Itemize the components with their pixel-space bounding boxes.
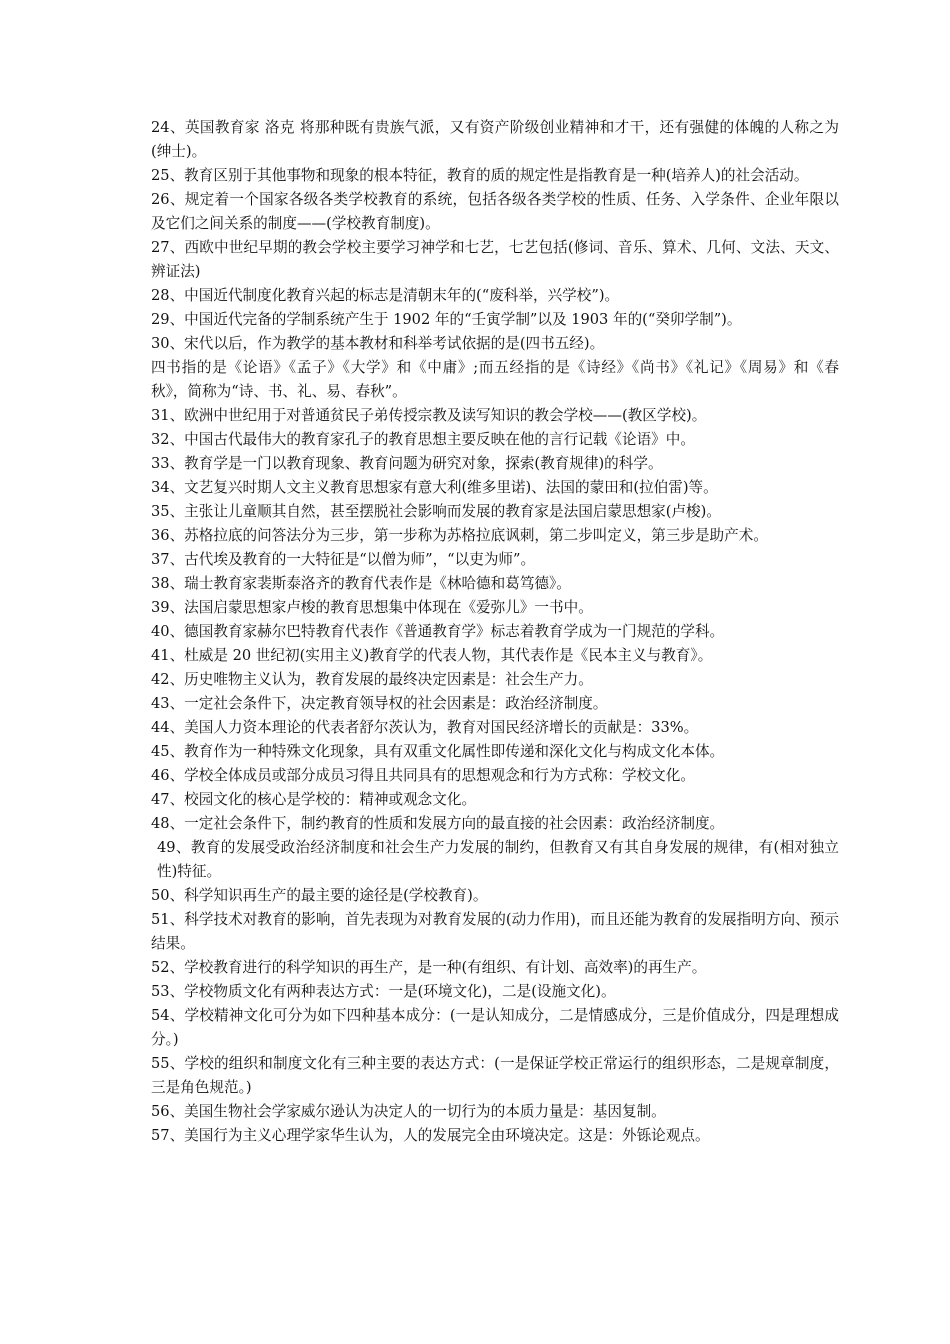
paragraph-34: 34、文艺复兴时期人文主义教育思想家有意大利(维多里诺)、法国的蒙田和(拉伯雷)等。 bbox=[151, 479, 718, 496]
paragraph-32: 32、中国古代最伟大的教育家孔子的教育思想主要反映在他的言行记载《论语》中。 bbox=[151, 431, 695, 448]
paragraph-38: 38、瑞士教育家裴斯泰洛齐的教育代表作是《林哈德和葛笃德》。 bbox=[151, 575, 571, 592]
paragraph-43: 43、一定社会条件下，决定教育领导权的社会因素是：政治经济制度。 bbox=[151, 695, 608, 712]
paragraph-36: 36、苏格拉底的问答法分为三步，第一步称为苏格拉底讽刺，第二步叫定义，第三步是助产术。 bbox=[151, 527, 768, 544]
paragraph-46: 46、学校全体成员或部分成员习得且共同具有的思想观念和行为方式称：学校文化。 bbox=[151, 767, 695, 784]
paragraph-28: 28、中国近代制度化教育兴起的标志是清朝末年的(“废科举，兴学校”)。 bbox=[151, 287, 620, 304]
paragraph-55: 55、学校的组织和制度文化有三种主要的表达方式：(一是保证学校正常运行的组织形态，二是规章制度，三是角色规范。) bbox=[151, 1055, 839, 1096]
paragraph-30-note: 四书指的是《论语》《孟子》《大学》和《中庸》;而五经指的是《诗经》《尚书》《礼记》《周易》和《春秋》，简称为“诗、书、礼、易、春秋”。 bbox=[151, 359, 839, 400]
paragraph-25: 25、教育区别于其他事物和现象的根本特征，教育的质的规定性是指教育是一种(培养人)的社会活动。 bbox=[151, 167, 809, 184]
paragraph-47: 47、校园文化的核心是学校的：精神或观念文化。 bbox=[151, 791, 477, 808]
paragraph-30: 30、宋代以后，作为教学的基本教材和科举考试依据的是(四书五经)。 bbox=[151, 335, 605, 352]
document-body bbox=[151, 116, 839, 1148]
paragraph-40: 40、德国教育家赫尔巴特教育代表作《普通教育学》标志着教育学成为一门规范的学科。 bbox=[151, 623, 725, 640]
paragraph-54: 54、学校精神文化可分为如下四种基本成分：(一是认知成分，二是情感成分，三是价值成分，四是理想成分。) bbox=[151, 1007, 839, 1048]
paragraph-57: 57、美国行为主义心理学家华生认为，人的发展完全由环境决定。这是：外铄论观点。 bbox=[151, 1127, 710, 1144]
paragraph-33: 33、教育学是一门以教育现象、教育问题为研究对象，探索(教育规律)的科学。 bbox=[151, 455, 663, 472]
paragraph-42: 42、历史唯物主义认为，教育发展的最终决定因素是：社会生产力。 bbox=[151, 671, 593, 688]
paragraph-41: 41、杜威是 20 世纪初(实用主义)教育学的代表人物，其代表作是《民本主义与教育》。 bbox=[151, 647, 713, 664]
paragraph-53: 53、学校物质文化有两种表达方式：一是(环境文化)，二是(设施文化)。 bbox=[151, 983, 616, 1000]
paragraph-35: 35、主张让儿童顺其自然，甚至摆脱社会影响而发展的教育家是法国启蒙思想家(卢梭)。 bbox=[151, 503, 721, 520]
paragraph-31: 31、欧洲中世纪用于对普通贫民子弟传授宗教及读写知识的教会学校——(教区学校)。 bbox=[151, 407, 707, 424]
paragraph-26: 26、规定着一个国家各级各类学校教育的系统，包括各级各类学校的性质、任务、入学条件、企业年限以及它们之间关系的制度——(学校教育制度)。 bbox=[151, 191, 839, 232]
paragraph-39: 39、法国启蒙思想家卢梭的教育思想集中体现在《爱弥儿》一书中。 bbox=[151, 599, 593, 616]
paragraph-24: 24、英国教育家 洛克 将那种既有贵族气派，又有资产阶级创业精神和才干，还有强健的体魄的人称之为(绅士)。 bbox=[151, 119, 839, 160]
paragraph-56: 56、美国生物社会学家威尔逊认为决定人的一切行为的本质力量是：基因复制。 bbox=[151, 1103, 666, 1120]
paragraph-49: 49、教育的发展受政治经济制度和社会生产力发展的制约，但教育又有其自身发展的规律，有(相对独立性)特征。 bbox=[157, 839, 839, 880]
paragraph-50: 50、科学知识再生产的最主要的途径是(学校教育)。 bbox=[151, 887, 488, 904]
paragraph-45: 45、教育作为一种特殊文化现象，具有双重文化属性即传递和深化文化与构成文化本体。 bbox=[151, 743, 725, 760]
paragraph-52: 52、学校教育进行的科学知识的再生产，是一种(有组织、有计划、高效率)的再生产。 bbox=[151, 959, 707, 976]
paragraph-37: 37、古代埃及教育的一大特征是“以僧为师”，“以吏为师”。 bbox=[151, 551, 536, 568]
paragraph-48: 48、一定社会条件下，制约教育的性质和发展方向的最直接的社会因素：政治经济制度。 bbox=[151, 815, 725, 832]
paragraph-29: 29、中国近代完备的学制系统产生于 1902 年的“壬寅学制”以及 1903 年的(“癸卯学制”)。 bbox=[151, 311, 742, 328]
paragraph-27: 27、西欧中世纪早期的教会学校主要学习神学和七艺，七艺包括(修词、音乐、算术、几何、文法、天文、辨证法) bbox=[151, 239, 839, 280]
paragraph-44: 44、美国人力资本理论的代表者舒尔茨认为，教育对国民经济增长的贡献是：33%。 bbox=[151, 719, 699, 736]
paragraph-51: 51、科学技术对教育的影响，首先表现为对教育发展的(动力作用)，而且还能为教育的发展指明方向、预示结果。 bbox=[151, 911, 839, 952]
